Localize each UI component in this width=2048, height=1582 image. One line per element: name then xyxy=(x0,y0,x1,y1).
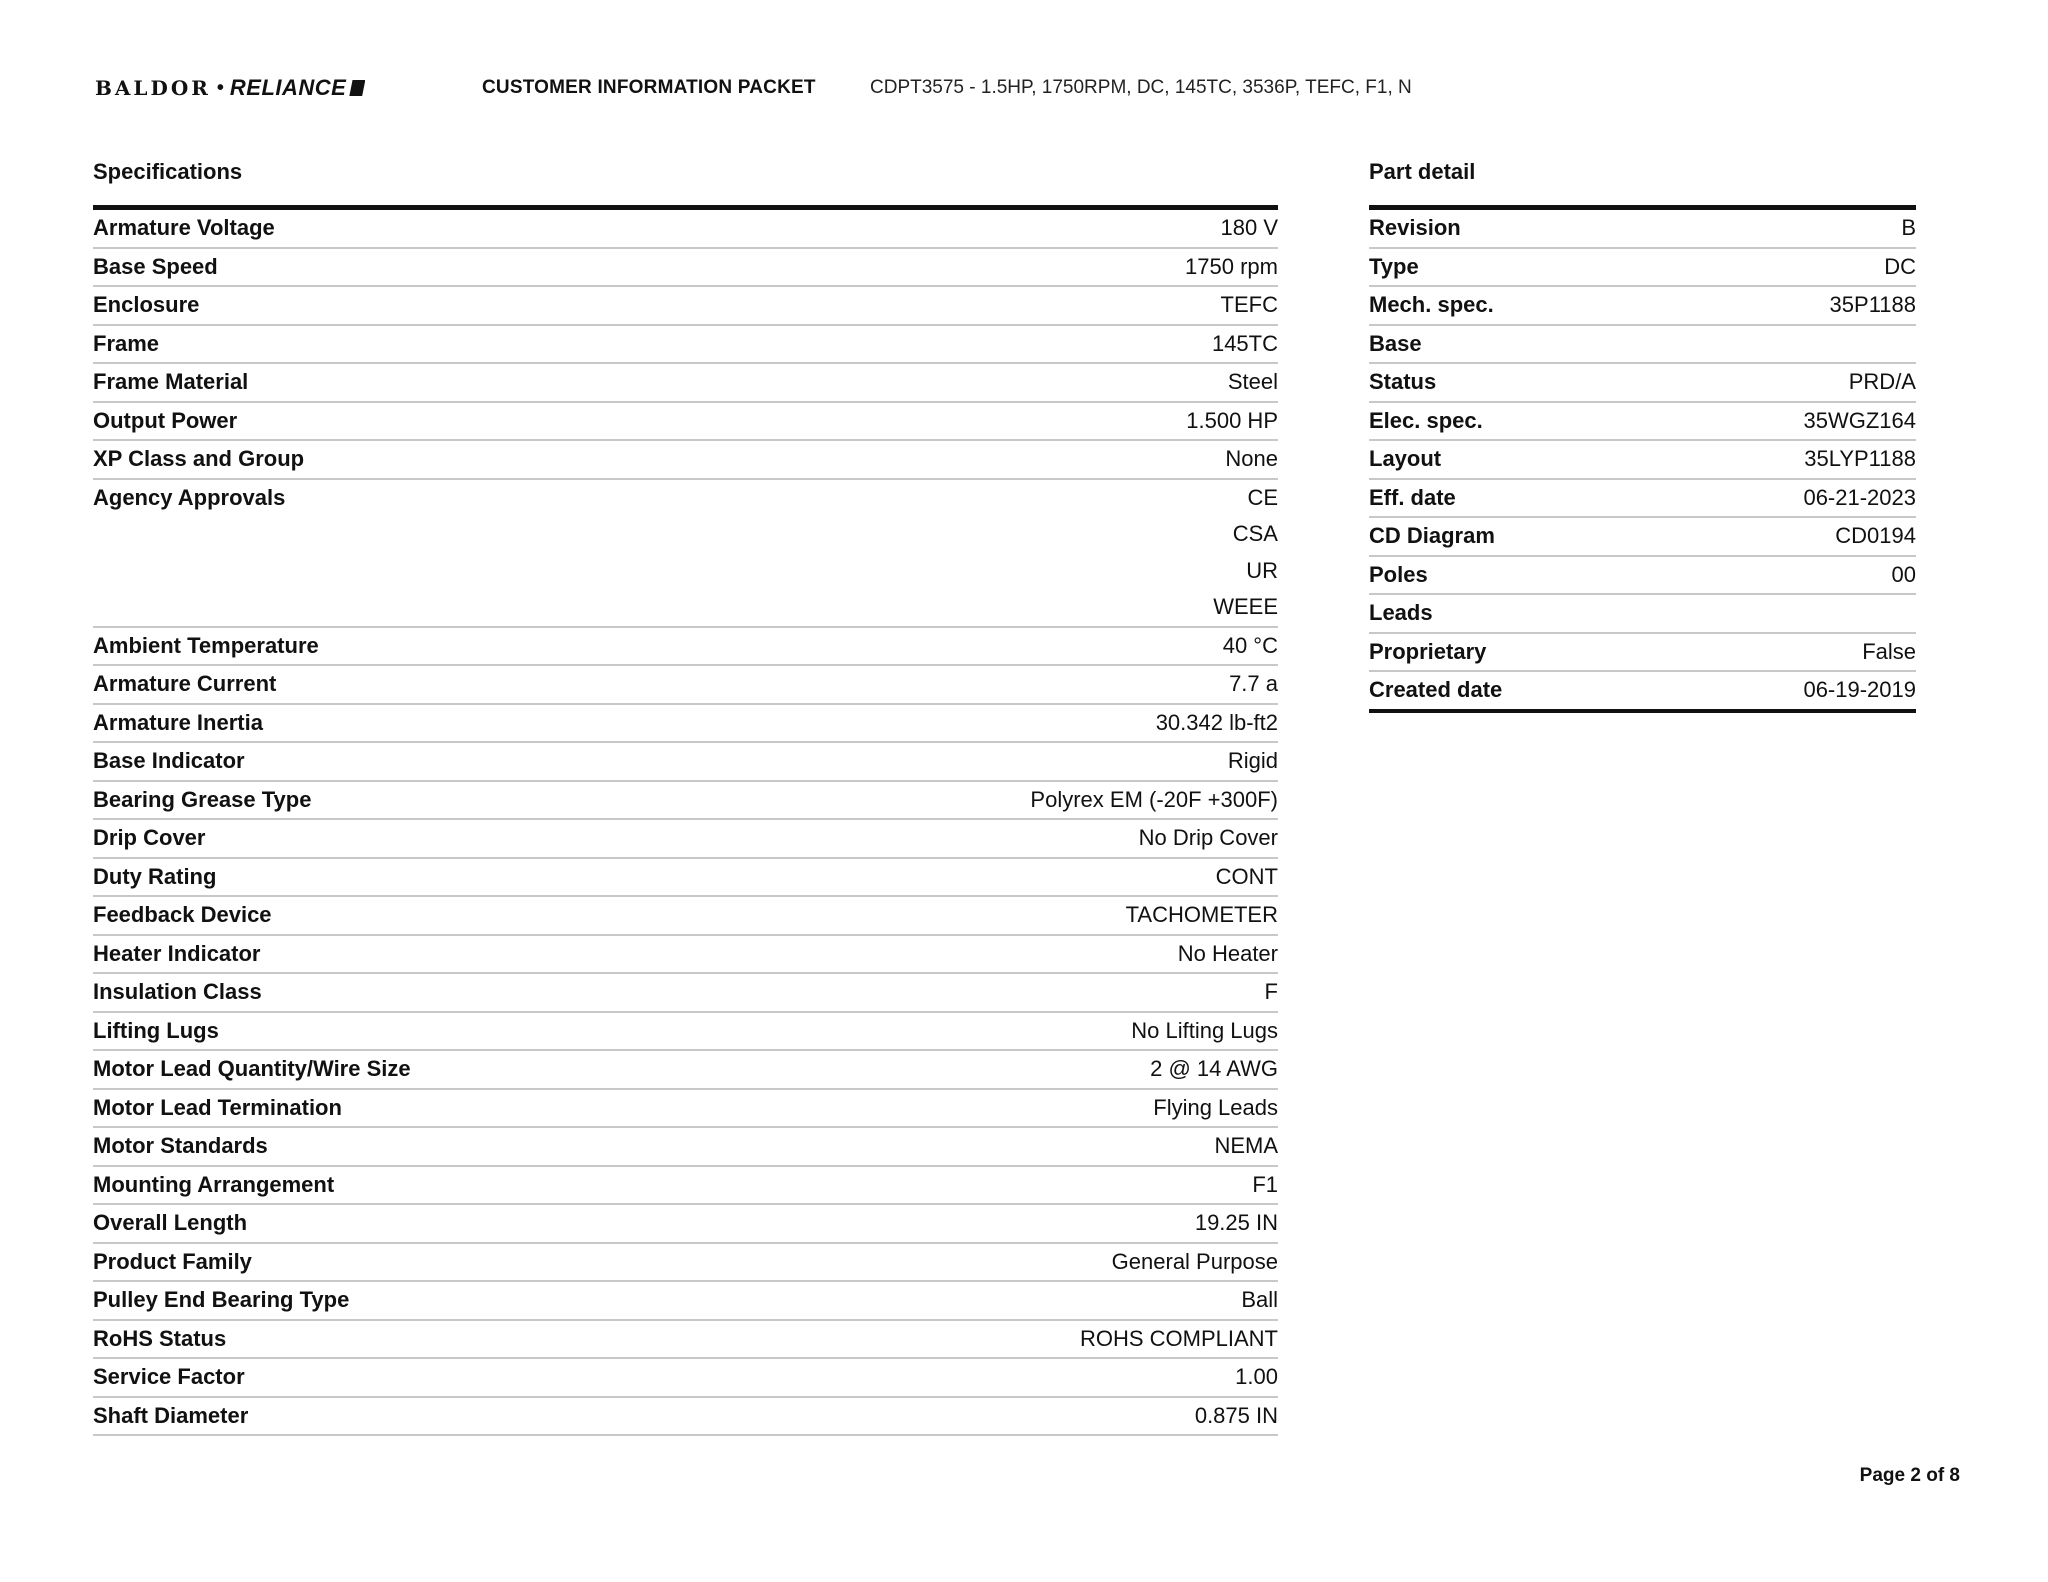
spec-row xyxy=(93,248,1278,287)
spec-value-line: F xyxy=(1264,979,1278,1005)
logo-baldor-text: BALDOR xyxy=(95,76,211,100)
spec-value-line: 1.00 xyxy=(1235,1364,1278,1390)
spec-value-line: Rigid xyxy=(1227,748,1278,774)
spec-value-line: No Drip Cover xyxy=(1138,825,1278,851)
spec-label: Heater Indicator xyxy=(93,935,759,974)
spec-label: Insulation Class xyxy=(93,973,759,1012)
spec-label: Armature Current xyxy=(93,665,759,704)
spec-label: RoHS Status xyxy=(93,1320,759,1359)
spec-label: Overall Length xyxy=(93,1204,759,1243)
part-detail-value: 00 xyxy=(1666,556,1916,595)
part-detail-label: Status xyxy=(1369,363,1666,402)
spec-row xyxy=(93,286,1278,325)
part-detail-value: DC xyxy=(1666,248,1916,287)
spec-value-line: CSA xyxy=(1232,521,1278,546)
spec-value-line: 30.342 lb-ft2 xyxy=(1155,709,1278,735)
part-detail-value: 35WGZ164 xyxy=(1666,402,1916,441)
spec-label: Frame xyxy=(93,325,759,364)
part-detail-value: B xyxy=(1666,208,1916,248)
part-detail-row xyxy=(1369,286,1916,325)
spec-label: Product Family xyxy=(93,1243,759,1282)
part-detail-row xyxy=(1369,671,1916,711)
spec-label: Motor Standards xyxy=(93,1127,759,1166)
part-detail-label: CD Diagram xyxy=(1369,517,1666,556)
spec-label-text: Agency Approvals xyxy=(93,484,286,510)
spec-value xyxy=(759,704,1278,743)
part-detail-value: 06-21-2023 xyxy=(1666,479,1916,518)
part-detail-row xyxy=(1369,440,1916,479)
spec-value xyxy=(759,858,1278,897)
spec-label: Motor Lead Quantity/Wire Size xyxy=(93,1050,759,1089)
spec-value-line: 0.875 IN xyxy=(1194,1402,1278,1428)
spec-value-line: TACHOMETER xyxy=(1125,902,1278,928)
spec-value-line: TEFC xyxy=(1220,292,1278,318)
spec-label: Armature Inertia xyxy=(93,704,759,743)
part-detail-label: Revision xyxy=(1369,208,1666,248)
specifications-table xyxy=(93,205,1278,1436)
spec-row xyxy=(93,742,1278,781)
spec-label: XP Class and Group xyxy=(93,440,759,479)
spec-label: Mounting Arrangement xyxy=(93,1166,759,1205)
part-detail-label: Eff. date xyxy=(1369,479,1666,518)
part-detail-label: Leads xyxy=(1369,594,1666,633)
spec-label: Lifting Lugs xyxy=(93,1012,759,1051)
spec-row xyxy=(93,665,1278,704)
spec-value-line: General Purpose xyxy=(1111,1248,1278,1274)
spec-label: Drip Cover xyxy=(93,819,759,858)
spec-label: Frame Material xyxy=(93,363,759,402)
part-detail-value: 06-19-2019 xyxy=(1803,677,1916,703)
spec-value xyxy=(759,973,1278,1012)
product-description: CDPT3575 - 1.5HP, 1750RPM, DC, 145TC, 3536P, TEFC, F1, N xyxy=(870,77,1412,98)
spec-value-line: Polyrex EM (-20F +300F) xyxy=(1030,786,1278,812)
spec-row xyxy=(93,1166,1278,1205)
spec-label: Service Factor xyxy=(93,1358,759,1397)
spec-value-line: 19.25 IN xyxy=(1194,1210,1278,1236)
part-detail-row xyxy=(1369,325,1916,364)
spec-row xyxy=(93,1050,1278,1089)
spec-value xyxy=(759,819,1278,858)
part-detail-row xyxy=(1369,517,1916,556)
spec-value-line: None xyxy=(1225,446,1278,472)
spec-row xyxy=(93,363,1278,402)
spec-label: Motor Lead Termination xyxy=(93,1089,759,1128)
spec-value xyxy=(759,742,1278,781)
part-detail-row xyxy=(1369,556,1916,595)
part-detail-value: 35P1188 xyxy=(1666,286,1916,325)
spec-value xyxy=(759,935,1278,974)
spec-value xyxy=(759,402,1278,441)
spec-row xyxy=(93,325,1278,364)
spec-row xyxy=(93,781,1278,820)
spec-value-line: 180 V xyxy=(1220,215,1278,241)
spec-row xyxy=(93,858,1278,897)
spec-value xyxy=(759,1358,1278,1397)
spec-value-line: UR xyxy=(1246,557,1278,583)
spec-value xyxy=(759,248,1278,287)
part-detail-value: PRD/A xyxy=(1666,363,1916,402)
spec-label: Enclosure xyxy=(93,286,759,325)
part-detail-table xyxy=(1369,205,1916,713)
spec-row xyxy=(93,1320,1278,1359)
spec-value xyxy=(759,1320,1278,1359)
spec-value-line: CONT xyxy=(1215,863,1278,889)
part-detail-value xyxy=(1666,325,1916,364)
spec-value xyxy=(759,208,1278,248)
spec-row xyxy=(93,973,1278,1012)
part-detail-label: Layout xyxy=(1369,440,1666,479)
part-detail-label: Created date xyxy=(1369,677,1503,703)
spec-value-line: No Lifting Lugs xyxy=(1131,1017,1278,1043)
spec-value xyxy=(759,1089,1278,1128)
spec-value xyxy=(759,665,1278,704)
spec-value xyxy=(759,1243,1278,1282)
spec-row xyxy=(93,1127,1278,1166)
spec-row xyxy=(93,819,1278,858)
spec-value-line: 145TC xyxy=(1211,330,1278,356)
spec-value-line: 40 °C xyxy=(1222,632,1278,658)
spec-row xyxy=(93,208,1278,248)
spec-label: Base Speed xyxy=(93,248,759,287)
logo-separator: • xyxy=(216,76,224,99)
spec-label: Base Indicator xyxy=(93,742,759,781)
part-detail-row xyxy=(1369,594,1916,633)
part-detail-value: CD0194 xyxy=(1666,517,1916,556)
logo-reliance-text: RELIANCE xyxy=(229,75,347,100)
spec-label: Duty Rating xyxy=(93,858,759,897)
specifications-title: Specifications xyxy=(93,159,243,184)
part-detail-title: Part detail xyxy=(1369,159,1476,184)
part-detail-label: Proprietary xyxy=(1369,633,1666,672)
part-detail-value xyxy=(1666,594,1916,633)
spec-row xyxy=(93,1089,1278,1128)
spec-value xyxy=(759,440,1278,479)
spec-value xyxy=(759,1127,1278,1166)
spec-value xyxy=(759,1166,1278,1205)
spec-value xyxy=(759,1281,1278,1320)
spec-value xyxy=(759,286,1278,325)
spec-label: Feedback Device xyxy=(93,896,759,935)
spec-label: Output Power xyxy=(93,402,759,441)
spec-value xyxy=(759,1204,1278,1243)
spec-value-line: NEMA xyxy=(1214,1133,1278,1159)
spec-value xyxy=(759,627,1278,666)
spec-row xyxy=(93,896,1278,935)
part-detail-label: Elec. spec. xyxy=(1369,402,1666,441)
spec-row xyxy=(93,1358,1278,1397)
spec-row xyxy=(93,1281,1278,1320)
spec-value-line: F1 xyxy=(1252,1171,1278,1197)
spec-label: Bearing Grease Type xyxy=(93,781,759,820)
spec-row xyxy=(93,440,1278,479)
spec-value-line: No Heater xyxy=(1177,940,1278,966)
spec-row xyxy=(93,627,1278,666)
part-detail-row xyxy=(1369,402,1916,441)
part-detail-row xyxy=(1369,248,1916,287)
spec-value xyxy=(759,1050,1278,1089)
part-detail-label: Type xyxy=(1369,248,1666,287)
spec-value-line: 1750 rpm xyxy=(1185,253,1278,279)
page-number: Page 2 of 8 xyxy=(1859,1465,1960,1486)
part-detail-row xyxy=(1369,633,1916,672)
header xyxy=(95,74,365,102)
packet-title: CUSTOMER INFORMATION PACKET xyxy=(482,77,816,98)
spec-value xyxy=(759,325,1278,364)
spec-value-line: CE xyxy=(1247,484,1278,510)
spec-value xyxy=(759,781,1278,820)
spec-value-line: 1.500 HP xyxy=(1186,407,1278,433)
spec-value-line: WEEE xyxy=(1213,594,1278,619)
spec-row xyxy=(93,402,1278,441)
part-detail-label: Base xyxy=(1369,325,1666,364)
spec-row xyxy=(93,935,1278,974)
spec-value xyxy=(759,479,1278,627)
part-detail-label: Poles xyxy=(1369,556,1666,595)
spec-value xyxy=(759,1397,1278,1436)
spec-row xyxy=(93,479,1278,627)
spec-value-line: 2 @ 14 AWG xyxy=(1150,1056,1278,1082)
spec-row xyxy=(93,1012,1278,1051)
spec-label: Ambient Temperature xyxy=(93,627,759,666)
spec-value xyxy=(759,896,1278,935)
spec-row xyxy=(93,1397,1278,1436)
part-detail-row xyxy=(1369,363,1916,402)
spec-label: Armature Voltage xyxy=(93,208,759,248)
spec-value-line: 7.7 a xyxy=(1229,671,1278,697)
logo-mark-icon xyxy=(349,80,365,96)
spec-value-line: Steel xyxy=(1227,369,1278,395)
part-detail-value: 35LYP1188 xyxy=(1666,440,1916,479)
spec-row xyxy=(93,704,1278,743)
spec-label: Pulley End Bearing Type xyxy=(93,1281,759,1320)
part-detail-value: False xyxy=(1666,633,1916,672)
part-detail-label: Mech. spec. xyxy=(1369,286,1666,325)
spec-value xyxy=(759,1012,1278,1051)
spec-label: Shaft Diameter xyxy=(93,1397,759,1436)
spec-label xyxy=(93,479,759,627)
spec-value-line: Ball xyxy=(1241,1287,1278,1313)
part-detail-row xyxy=(1369,208,1916,248)
spec-row xyxy=(93,1204,1278,1243)
spec-value-line: ROHS COMPLIANT xyxy=(1079,1325,1278,1351)
spec-row xyxy=(93,1243,1278,1282)
part-detail-row xyxy=(1369,479,1916,518)
spec-value-line: Flying Leads xyxy=(1153,1094,1278,1120)
spec-value xyxy=(759,363,1278,402)
baldor-reliance-logo xyxy=(95,74,365,102)
